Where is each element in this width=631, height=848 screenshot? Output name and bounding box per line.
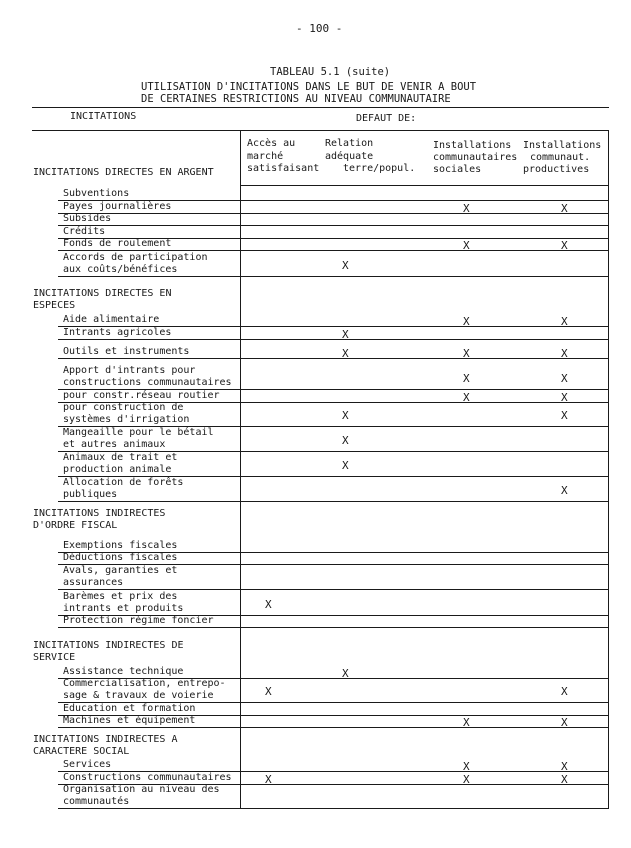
section-label: INCITATIONS INDIRECTES DE <box>33 640 184 651</box>
row-label: Machines et équipement <box>63 715 196 726</box>
row-label: Outils et instruments <box>63 346 190 357</box>
header-bottom-rule <box>240 185 608 186</box>
row-label: Accords de participation <box>63 252 208 263</box>
row-label: Fonds de roulement <box>63 238 172 249</box>
check-mark: X <box>561 239 568 252</box>
check-mark: X <box>561 760 568 773</box>
row-rule <box>58 213 609 214</box>
row-rule <box>58 339 609 340</box>
row-rule <box>58 727 609 728</box>
row-label: Aide alimentaire <box>63 314 160 325</box>
check-mark: X <box>561 347 568 360</box>
row-rule <box>58 589 609 590</box>
row-label: Déductions fiscales <box>63 552 178 563</box>
header-incitations: INCITATIONS <box>70 111 137 122</box>
title-line-2: UTILISATION D'INCITATIONS DANS LE BUT DE VENIR A BOUT <box>141 81 477 93</box>
check-mark: X <box>463 773 470 786</box>
title-line-3: DE CERTAINES RESTRICTIONS AU NIVEAU COMMUNAUTAIRE <box>141 93 451 105</box>
section-label: INCITATIONS DIRECTES EN ARGENT <box>33 167 214 178</box>
check-mark: X <box>463 391 470 404</box>
header-rule <box>32 130 609 131</box>
check-mark: X <box>561 202 568 215</box>
row-label: systèmes d'irrigation <box>63 414 190 425</box>
row-rule <box>58 358 609 359</box>
row-label: Assistance technique <box>63 666 184 677</box>
row-label: Constructions communautaires <box>63 772 232 783</box>
row-label: et autres animaux <box>63 439 166 450</box>
check-mark: X <box>342 259 349 272</box>
row-label: intrants et produits <box>63 603 184 614</box>
row-label: pour constr.réseau routier <box>63 390 220 401</box>
check-mark: X <box>342 328 349 341</box>
row-label: Exemptions fiscales <box>63 540 178 551</box>
title-line-1: TABLEAU 5.1 (suite) <box>270 66 391 78</box>
row-label: assurances <box>63 577 124 588</box>
row-label: production animale <box>63 464 172 475</box>
row-rule <box>58 627 609 628</box>
check-mark: X <box>561 372 568 385</box>
check-mark: X <box>265 773 272 786</box>
row-label: Barèmes et prix des <box>63 591 178 602</box>
section-label: ESPECES <box>33 300 76 311</box>
row-rule <box>58 250 609 251</box>
check-mark: X <box>265 598 272 611</box>
check-mark: X <box>342 459 349 472</box>
row-label: constructions communautaires <box>63 377 232 388</box>
table-top-rule <box>32 107 609 108</box>
row-label: Animaux de trait et <box>63 452 178 463</box>
row-rule <box>58 225 609 226</box>
page-number: - 100 - <box>296 22 343 35</box>
row-label: communautés <box>63 796 130 807</box>
check-mark: X <box>561 391 568 404</box>
check-mark: X <box>342 667 349 680</box>
check-mark: X <box>342 434 349 447</box>
row-label: Avals, garanties et <box>63 565 178 576</box>
check-mark: X <box>463 315 470 328</box>
row-label: Subsides <box>63 213 112 224</box>
row-label: Mangeaille pour le bétail <box>63 427 214 438</box>
row-label: Allocation de forêts <box>63 477 184 488</box>
check-mark: X <box>463 760 470 773</box>
check-mark: X <box>561 685 568 698</box>
row-label: Organisation au niveau des <box>63 784 220 795</box>
row-label: Intrants agricoles <box>63 327 172 338</box>
row-rule <box>58 501 609 502</box>
section-label: INCITATIONS INDIRECTES <box>33 508 166 519</box>
row-rule <box>58 808 609 809</box>
section-label: SERVICE <box>33 652 76 663</box>
row-label: Services <box>63 759 112 770</box>
check-mark: X <box>342 347 349 360</box>
check-mark: X <box>561 773 568 786</box>
row-label: pour construction de <box>63 402 184 413</box>
check-mark: X <box>561 409 568 422</box>
check-mark: X <box>342 409 349 422</box>
row-label: sage & travaux de voierie <box>63 690 214 701</box>
row-label: Subventions <box>63 188 130 199</box>
row-label: Education et formation <box>63 703 196 714</box>
section-label: INCITATIONS INDIRECTES A <box>33 734 178 745</box>
row-label: aux coûts/bénéfices <box>63 264 178 275</box>
check-mark: X <box>463 347 470 360</box>
table-right-border <box>608 130 609 808</box>
check-mark: X <box>265 685 272 698</box>
column-divider <box>240 130 241 808</box>
row-rule <box>58 276 609 277</box>
check-mark: X <box>463 202 470 215</box>
row-label: publiques <box>63 489 118 500</box>
row-label: Crédits <box>63 226 106 237</box>
check-mark: X <box>561 315 568 328</box>
check-mark: X <box>463 239 470 252</box>
check-mark: X <box>561 716 568 729</box>
section-label: D'ORDRE FISCAL <box>33 520 118 531</box>
section-label: INCITATIONS DIRECTES EN <box>33 288 172 299</box>
row-label: Protection régime foncier <box>63 615 214 626</box>
check-mark: X <box>463 716 470 729</box>
row-label: Payes journalières <box>63 201 172 212</box>
header-defaut-de: DEFAUT DE: <box>356 113 417 124</box>
section-label: CARACTERE SOCIAL <box>33 746 130 757</box>
row-label: Apport d'intrants pour <box>63 365 196 376</box>
check-mark: X <box>561 484 568 497</box>
check-mark: X <box>463 372 470 385</box>
row-label: Commercialisation, entrepo- <box>63 678 226 689</box>
